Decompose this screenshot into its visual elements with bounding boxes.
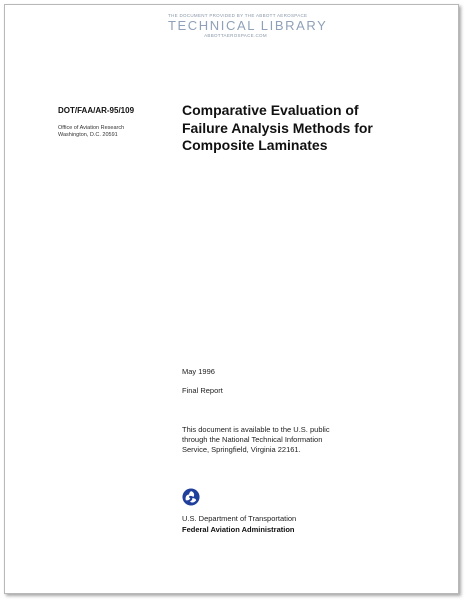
technical-library-banner <box>168 13 328 41</box>
availability-line-2: through the National Technical Information <box>182 435 323 444</box>
banner-tagline: THE DOCUMENT PROVIDED BY THE ABBOTT AEROSPACE <box>168 13 308 18</box>
dot-triskelion-icon <box>182 488 200 506</box>
document-title <box>182 102 432 155</box>
office-line-1: Office of Aviation Research <box>58 125 125 131</box>
title-line-1: Comparative Evaluation of <box>182 102 359 118</box>
report-type: Final Report <box>182 386 223 395</box>
report-number: DOT/FAA/AR-95/109 <box>58 106 135 115</box>
title-line-3: Composite Laminates <box>182 137 328 153</box>
banner-site: ABBOTTAEROSPACE.COM <box>204 33 267 38</box>
availability-line-3: Service, Springfield, Virginia 22161. <box>182 445 301 454</box>
report-date: May 1996 <box>182 367 215 376</box>
office-address <box>58 125 124 139</box>
document-page <box>4 4 459 594</box>
availability-statement <box>182 425 372 455</box>
office-line-2: Washington, D.C. 20591 <box>58 132 118 138</box>
availability-line-1: This document is available to the U.S. public <box>182 425 330 434</box>
department-name: U.S. Department of Transportation <box>182 514 297 523</box>
title-line-2: Failure Analysis Methods for <box>182 119 373 136</box>
banner-library: TECHNICAL LIBRARY <box>168 18 328 33</box>
agency-name: Federal Aviation Administration <box>182 525 295 534</box>
